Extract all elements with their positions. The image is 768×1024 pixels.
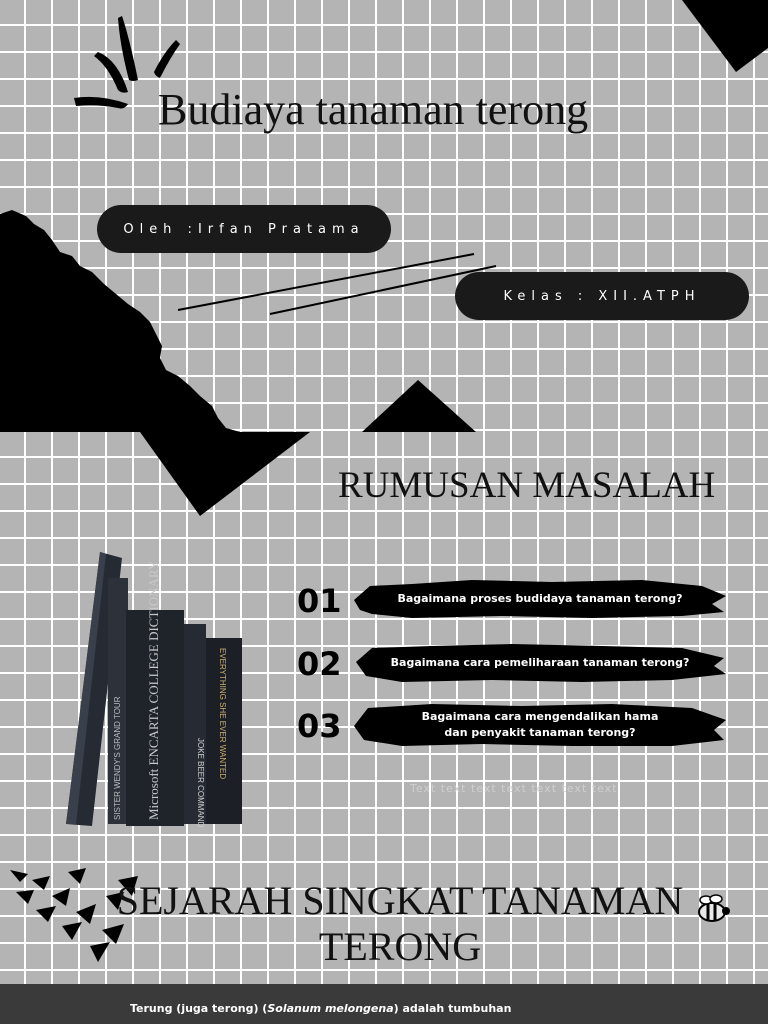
item-text: Bagaimana proses budidaya tanaman terong? [397, 592, 683, 605]
latin-name: Solanum melongena [267, 1002, 394, 1015]
item-number: 02 [297, 645, 342, 683]
item-number: 01 [297, 582, 342, 620]
book-spine-text: SISTER WENDY'S GRAND TOUR [113, 696, 122, 820]
page-title: Budiaya tanaman terong [158, 85, 589, 134]
brush-banner [352, 576, 728, 622]
item-text: Bagaimana cara pemeliharaan tanaman terong? [390, 656, 690, 669]
item-number: 03 [297, 707, 342, 745]
book-spine-text: Microsoft ENCARTA COLLEGE DICTIONARY [146, 560, 161, 820]
item-text: Bagaimana cara mengendalikan hama dan penyakit tanaman terong? [421, 710, 659, 739]
books-image [62, 548, 252, 830]
intro-paragraph [130, 1002, 740, 1015]
triangle-shape [362, 380, 476, 432]
class-pill [455, 272, 749, 320]
brush-banner [352, 640, 728, 686]
placeholder-text: Text text text text text text text [410, 782, 618, 795]
intro-text: ) adalah tumbuhan [393, 1002, 512, 1015]
author-pill [97, 205, 391, 253]
author-label: Oleh :Irfan Pratama [123, 221, 365, 237]
book-spine-text: JOKE BEER COMMAND [196, 738, 205, 828]
book-spine-text: EVERYTHING SHE EVER WANTED [218, 648, 227, 780]
corner-shape [682, 0, 768, 72]
class-label: Kelas : XII.ATPH [503, 288, 701, 304]
section-heading-sejarah: SEJARAH SINGKAT TANAMAN TERONG [116, 878, 684, 969]
torn-paper-shape [0, 210, 310, 516]
brush-banner [352, 700, 728, 750]
intro-text: Terung (juga terong) ( [130, 1002, 268, 1015]
section-heading-rumusan: RUMUSAN MASALAH [338, 465, 716, 506]
